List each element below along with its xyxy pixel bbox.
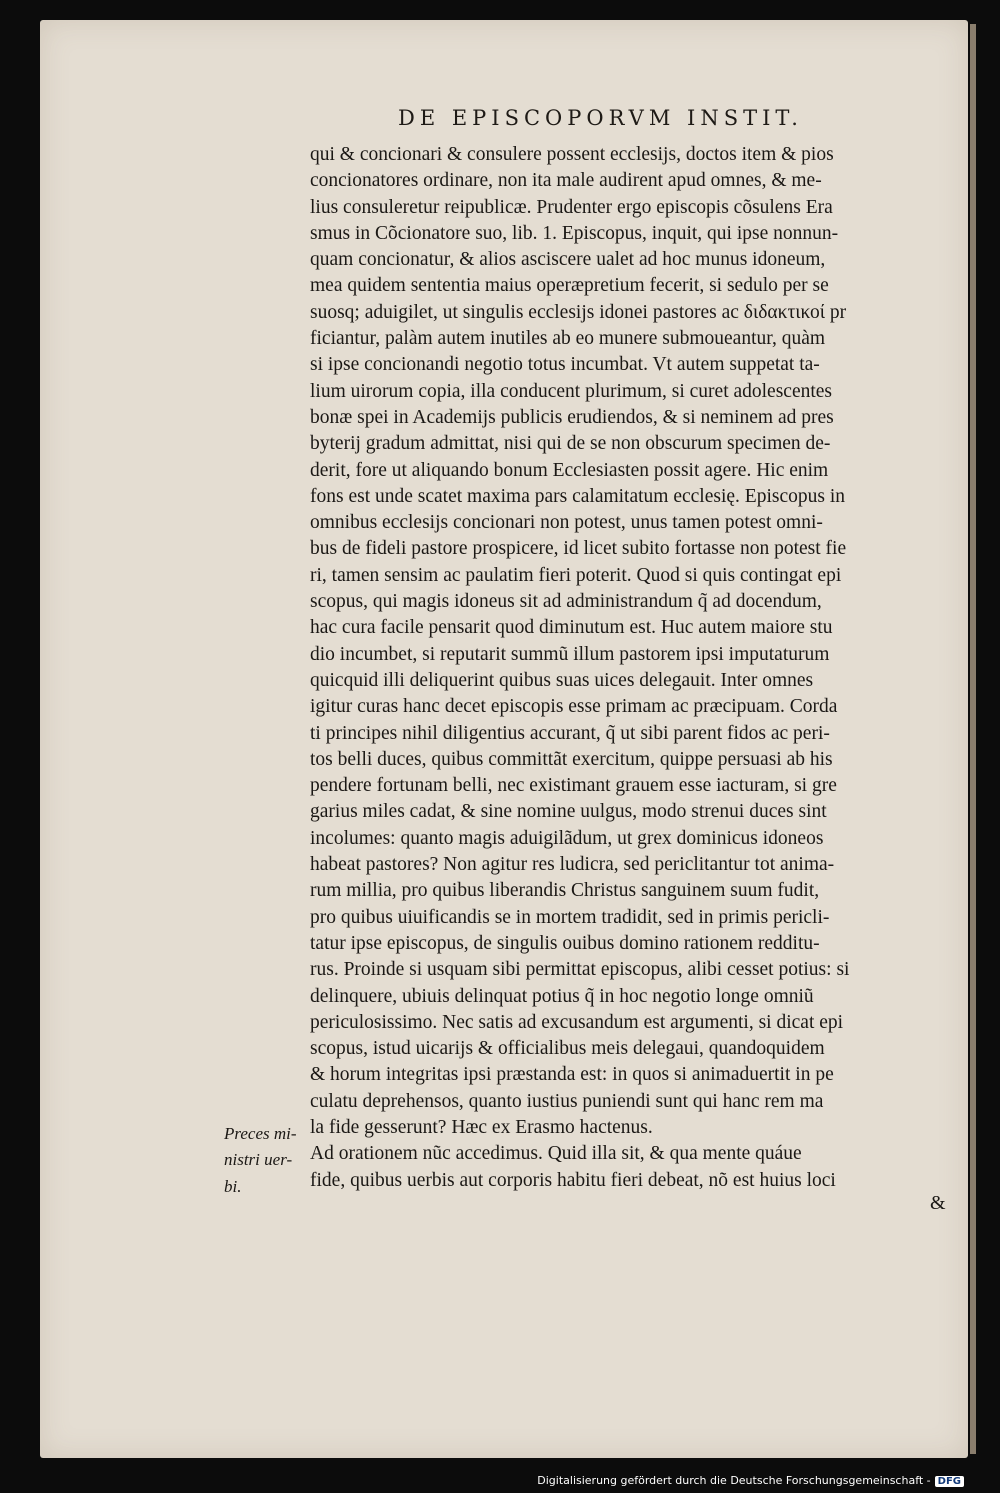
text-line: smus in Cõcionatore suo, lib. 1. Episcopus, inquit, qui ipse nonnun- [310,222,839,244]
catchword: & [930,1192,946,1214]
text-line: pro quibus uiuificandis se in mortem tradidit, sed in primis pericli- [310,906,830,928]
text-line: concionatores ordinare, non ita male audirent apud omnes, & me- [310,170,822,192]
text-line: qui & concionari & consulere possent ecclesijs, doctos item & pios [310,144,834,165]
text-line: igitur curas hanc decet episcopis esse primam ac præcipuam. Corda [310,696,838,718]
marginal-note-line: bi. [224,1176,242,1196]
text-line: ficiantur, palàm autem inutiles ab eo munere submoueantur, quàm [310,328,826,350]
text-line: rus. Proinde si usquam sibi permittat episcopus, alibi cesset potius: si [310,959,850,981]
text-line: delinquere, ubiuis delinquat potius q̃ in hoc negotio longe omniũ [310,985,814,1007]
text-line: derit, fore ut aliquando bonum Ecclesiasten possit agere. Hic enim [310,459,829,481]
text-line: suosq; aduigilet, ut singulis ecclesijs idonei pastores ac διδακτικοί pr [310,301,847,323]
footer-credit [537,1474,964,1487]
text-line: lius consuleretur reipublicæ. Prudenter ergo episcopis cõsulens Era [310,196,833,218]
text-line: bonæ spei in Academijs publicis erudiendos, & si neminem ad pres [310,406,834,428]
body-text [310,142,954,1194]
text-line: Ad orationem nũc accedimus. Quid illa sit, & qua mente quáue [310,1143,802,1165]
text-line: fide, quibus uerbis aut corporis habitu fieri debeat, nõ est huius loci [310,1169,836,1191]
text-line: mea quidem sententia maius operæpretium fecerit, si sedulo per se [310,275,829,297]
footer-credit-text: Digitalisierung gefördert durch die Deutsche Forschungsgemeinschaft - [537,1474,931,1487]
text-line: pendere fortunam belli, nec existimant grauem esse iacturam, si gre [310,775,837,797]
page-edge [970,24,976,1454]
marginal-note-line: Preces mi- [224,1124,297,1143]
text-line: bus de fideli pastore prospicere, id licet subito fortasse non potest fie [310,538,847,560]
text-line: si ipse concionandi negotio totus incumbat. Vt autem suppetat ta- [310,354,820,376]
text-line: hac cura facile pensarit quod diminutum est. Huc autem maiore stu [310,617,833,639]
running-title: DE EPISCOPORVM INSTIT. [398,106,803,130]
text-line: quam concionatur, & alios asciscere ualet ad hoc munus idoneum, [310,249,826,271]
text-line: lium uirorum copia, illa conducent plurimum, si curet adolescentes [310,380,833,402]
text-line: scopus, istud uicarijs & officialibus meis delegaui, quandoquidem [310,1038,825,1060]
text-line: byterij gradum admittat, nisi qui de se non obscurum specimen de- [310,433,831,455]
text-line: periculosissimo. Nec satis ad excusandum est argumenti, si dicat epi [310,1011,844,1033]
text-line: scopus, qui magis idoneus sit ad administrandum q̃ ad docendum, [310,591,822,613]
text-line: garius miles cadat, & sine nomine uulgus, modo strenui duces sint [310,801,827,823]
text-line: incolumes: quanto magis aduigilãdum, ut grex dominicus idoneos [310,827,824,849]
marginal-note [224,1121,297,1200]
text-line: rum millia, pro quibus liberandis Christus sanguinem suum fudit, [310,880,820,902]
text-line: ri, tamen sensim ac paulatim fieri poterit. Quod si quis contingat epi [310,564,842,586]
text-line: tos belli duces, quibus committãt exercitum, quippe persuasi ab his [310,748,833,770]
text-line: quicquid illi deliquerint quibus suas uices delegauit. Inter omnes [310,669,814,691]
text-line: culatu deprehensos, quanto iustius puniendi sunt qui hanc rem ma [310,1090,824,1112]
marginal-note-line: nistri uer- [224,1150,293,1170]
text-line: la fide gesserunt? Hæc ex Erasmo hactenus. [310,1116,653,1138]
text-line: omnibus ecclesijs concionari non potest, unus tamen potest omni- [310,512,823,534]
text-line: ti principes nihil diligentius accurant, q̃ ut sibi parent fidos ac peri- [310,722,830,744]
text-line: habeat pastores? Non agitur res ludicra, sed periclitantur tot anima- [310,854,835,876]
dfg-logo: DFG [935,1476,964,1487]
text-line: fons est unde scatet maxima pars calamitatum ecclesię. Episcopus in [310,485,845,507]
text-line: tatur ipse episcopus, de singulis ouibus domino rationem redditu- [310,932,820,954]
text-line: dio incumbet, si reputarit summũ illum pastorem ipsi imputaturum [310,643,830,665]
text-line: & horum integritas ipsi præstanda est: in quos si animaduertit in pe [310,1064,834,1086]
